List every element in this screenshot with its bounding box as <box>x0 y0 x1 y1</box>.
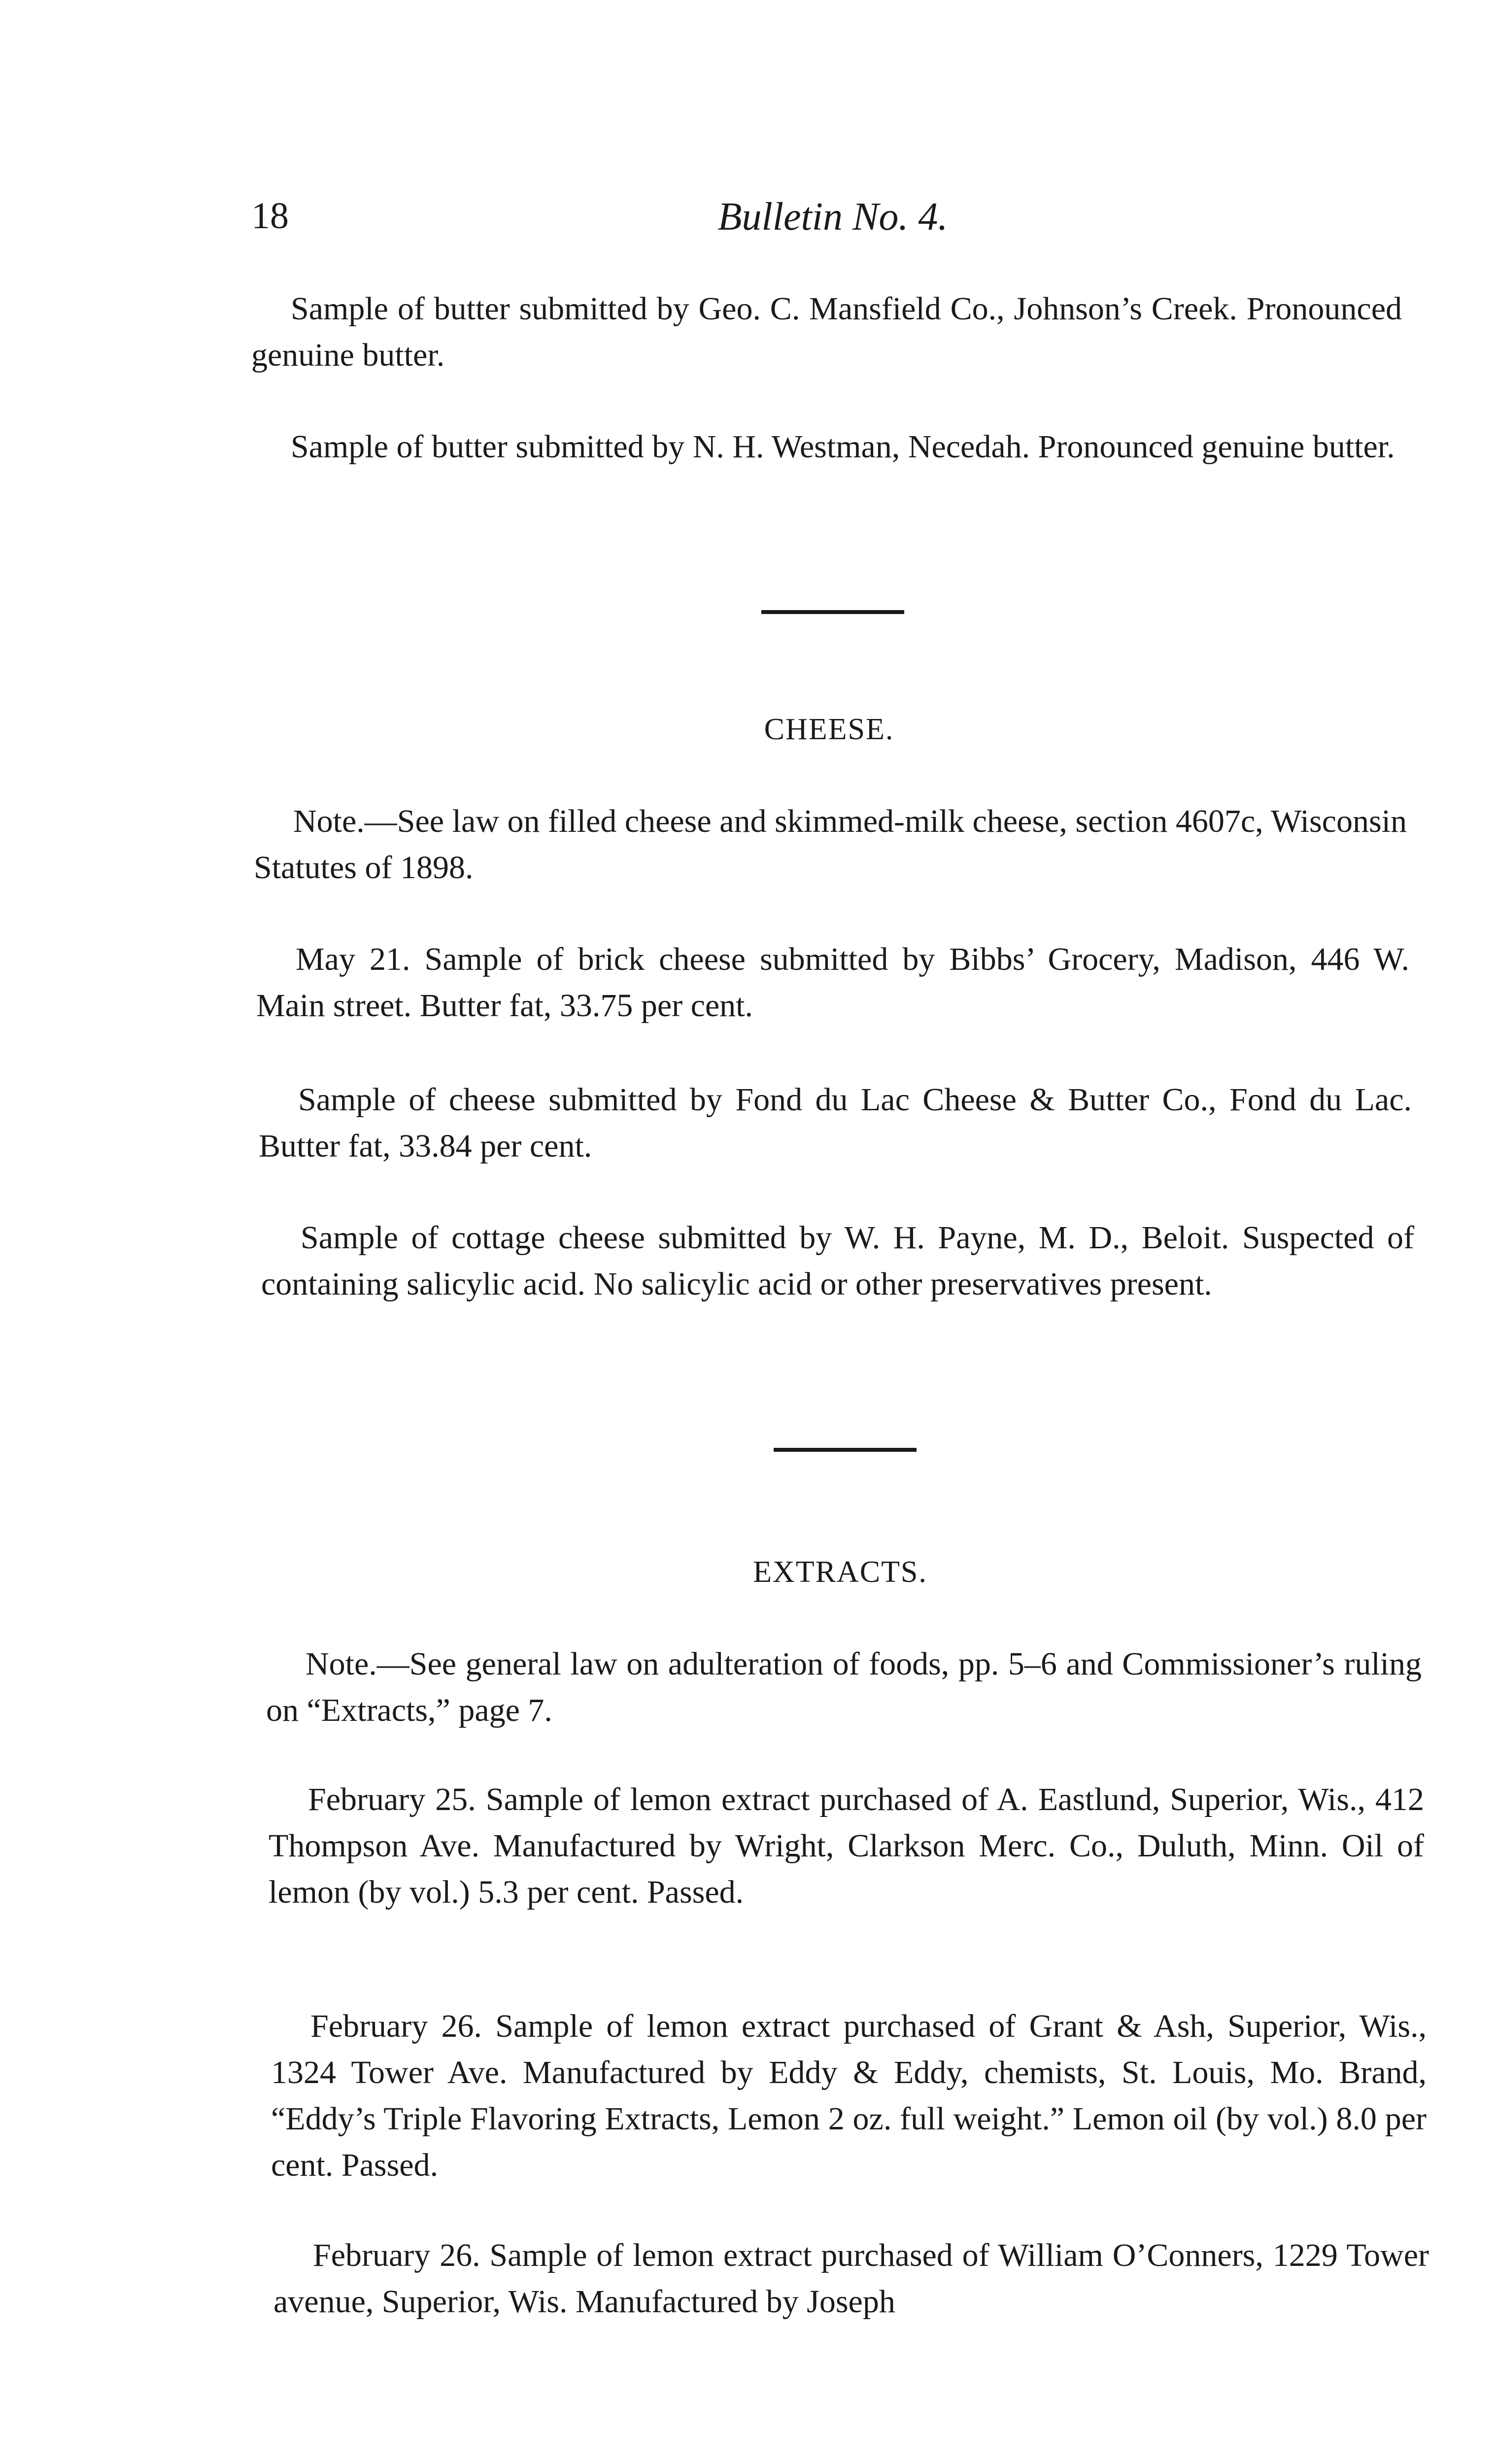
section-heading-cheese: CHEESE. <box>764 713 894 746</box>
section-heading-extracts: EXTRACTS. <box>753 1555 927 1589</box>
cheese-entry-1: May 21. Sample of brick cheese submitted by Bibbs’ Grocery, Madison, 446 W. Main street. Butter fat, 33.75 per cent. <box>256 941 1409 1024</box>
page-header <box>251 195 1414 249</box>
extracts-entry-3: February 26. Sample of lemon extract purchased of William O’Conners, 1229 Tower avenue, Superior, Wis. Manufactured by Joseph <box>273 2237 1429 2320</box>
butter-entry-2: Sample of butter submitted by N. H. Westman, Necedah. Pronounced genuine butter. <box>291 429 1395 465</box>
butter-entry-1: Sample of butter submitted by Geo. C. Mansfield Co., Johnson’s Creek. Pronounced genuine butter. <box>251 291 1402 373</box>
extracts-entry-1: February 25. Sample of lemon extract purchased of A. Eastlund, Superior, Wis., 412 Thompson Ave. Manufactured by Wright, Clarkson Merc. Co., Duluth, Minn. Oil of lemon (by vol.) 5.3 per cent. Passed. <box>269 1781 1424 1910</box>
cheese-entry-2: Sample of cheese submitted by Fond du Lac Cheese & Butter Co., Fond du Lac. Butter fat, 33.84 per cent. <box>259 1082 1412 1164</box>
section-divider <box>761 610 904 614</box>
cheese-note: Note.—See law on filled cheese and skimmed-milk cheese, section 4607c, Wisconsin Statutes of 1898. <box>254 803 1407 886</box>
extracts-note: Note.—See general law on adulteration of foods, pp. 5–6 and Commissioner’s ruling on “Extracts,” page 7. <box>266 1646 1422 1728</box>
running-title: Bulletin No. 4. <box>717 195 948 239</box>
extracts-entry-2: February 26. Sample of lemon extract purchased of Grant & Ash, Superior, Wis., 1324 Tower Ave. Manufactured by Eddy & Eddy, chemists, St. Louis, Mo. Brand, “Eddy’s Triple Flavoring Extracts, Lemon 2 oz. full weight.” Lemon oil (by vol.) 8.0 per cent. Passed. <box>271 2008 1427 2183</box>
page-number: 18 <box>251 195 289 237</box>
section-divider <box>774 1448 917 1452</box>
cheese-entry-3: Sample of cottage cheese submitted by W. H. Payne, M. D., Beloit. Suspected of containing salicylic acid. No salicylic acid or other preservatives present. <box>261 1220 1414 1302</box>
